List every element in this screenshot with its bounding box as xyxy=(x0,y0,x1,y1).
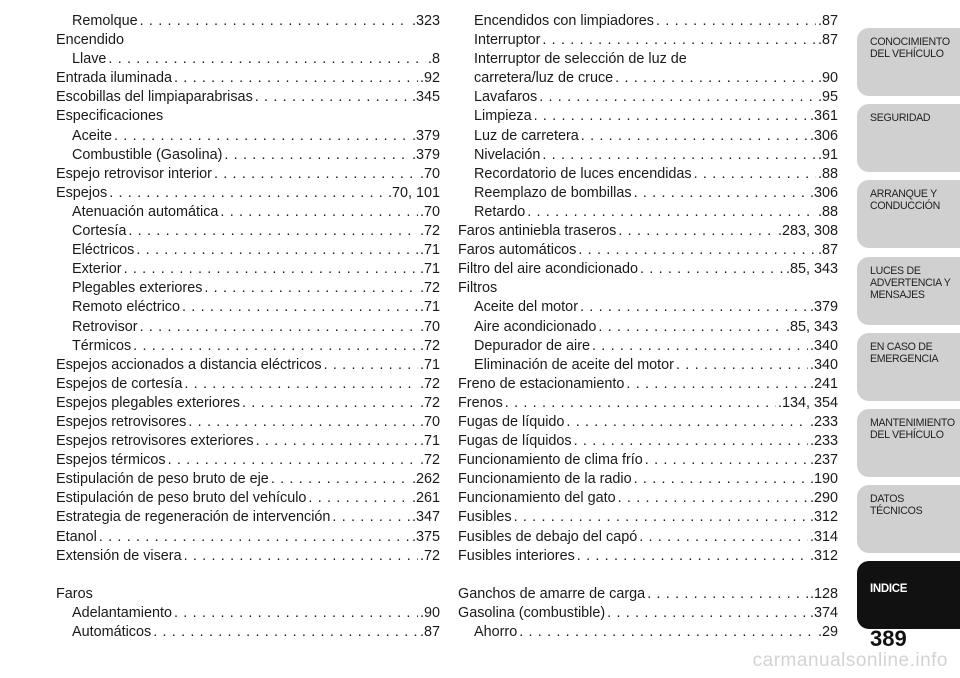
index-entry[interactable] xyxy=(458,184,838,203)
index-term: Funcionamiento de la radio xyxy=(458,471,632,488)
tab-section[interactable]: ARRANQUE Y CONDUCCIÓN xyxy=(857,180,960,248)
index-entry[interactable] xyxy=(458,604,838,623)
index-page-ref: .85, 343 xyxy=(785,318,838,335)
index-page-ref: .290 xyxy=(809,490,838,507)
dot-leader xyxy=(168,451,418,470)
index-entry[interactable] xyxy=(458,260,838,279)
dot-leader xyxy=(256,432,418,451)
dot-leader xyxy=(214,165,418,184)
index-entry[interactable] xyxy=(56,69,440,88)
index-entry[interactable] xyxy=(56,604,440,623)
index-entry[interactable] xyxy=(56,184,440,203)
dot-leader xyxy=(578,241,816,260)
index-entry[interactable] xyxy=(56,165,440,184)
index-entry[interactable] xyxy=(56,127,440,146)
index-entry[interactable] xyxy=(458,279,838,298)
dot-leader xyxy=(519,623,816,642)
dot-leader xyxy=(639,528,808,547)
index-entry[interactable] xyxy=(56,470,440,489)
dot-leader xyxy=(255,88,410,107)
dot-leader xyxy=(676,356,808,375)
index-entry[interactable] xyxy=(458,298,838,317)
dot-leader xyxy=(656,12,816,31)
index-term: Faros xyxy=(56,585,93,602)
index-page-ref: .92 xyxy=(419,70,440,87)
index-entry[interactable] xyxy=(56,146,440,165)
index-term: Interruptor de selección de luz de xyxy=(474,51,687,68)
index-term: Encendido xyxy=(56,32,125,49)
index-page-ref: .71 xyxy=(419,299,440,316)
index-term: Espejos plegables exteriores xyxy=(56,394,240,411)
watermark: carmanualsonline.info xyxy=(752,650,948,671)
index-term: Espejos retrovisores xyxy=(56,413,187,430)
index-entry[interactable] xyxy=(56,451,440,470)
index-entry[interactable] xyxy=(56,279,440,298)
index-entry[interactable] xyxy=(458,165,838,184)
index-page-ref: .379 xyxy=(411,127,440,144)
dot-leader xyxy=(581,127,808,146)
dot-leader xyxy=(271,470,410,489)
index-entry[interactable] xyxy=(56,337,440,356)
index-entry[interactable] xyxy=(458,337,838,356)
index-term: carretera/luz de cruce xyxy=(474,70,614,87)
dot-leader xyxy=(114,127,410,146)
index-page-ref: .237 xyxy=(809,452,838,469)
tab-section[interactable]: EN CASO DE EMERGENCIA xyxy=(857,333,960,401)
index-entry[interactable] xyxy=(56,50,440,69)
index-page-ref: .379 xyxy=(809,299,838,316)
index-term: Limpieza xyxy=(474,108,532,125)
index-term: Recordatorio de luces encendidas xyxy=(474,165,692,182)
index-page-ref: .71 xyxy=(419,356,440,373)
index-entry[interactable] xyxy=(458,528,838,547)
dot-leader xyxy=(108,50,426,69)
index-page-ref: .345 xyxy=(411,89,440,106)
index-term: Etanol xyxy=(56,528,97,545)
dot-leader xyxy=(577,547,808,566)
dot-leader xyxy=(99,528,410,547)
index-entry[interactable] xyxy=(56,107,440,126)
index-page-ref: .87 xyxy=(419,624,440,640)
index-page-ref: .347 xyxy=(411,509,440,526)
index-entry[interactable] xyxy=(458,318,838,337)
section-tabs xyxy=(857,28,960,628)
index-term: Térmicos xyxy=(72,337,132,354)
index-page-ref: .72 xyxy=(419,375,440,392)
index-term: Lavafaros xyxy=(474,89,538,106)
index-page-ref: .87 xyxy=(817,13,838,29)
index-page-ref: .71 xyxy=(419,261,440,278)
index-page-ref: .306 xyxy=(809,184,838,201)
index-entry[interactable] xyxy=(458,107,838,126)
index-entry[interactable] xyxy=(56,222,440,241)
index-entry[interactable] xyxy=(458,356,838,375)
index-term: Ganchos de amarre de carga xyxy=(458,585,646,602)
dot-leader xyxy=(592,337,808,356)
dot-leader xyxy=(694,165,816,184)
dot-leader xyxy=(184,547,418,566)
index-entry[interactable] xyxy=(56,623,440,642)
index-term: Aceite xyxy=(72,127,112,144)
index-term: Depurador de aire xyxy=(474,337,590,354)
index-term: Entrada iluminada xyxy=(56,70,172,87)
index-page-ref: .71 xyxy=(419,433,440,450)
dot-leader xyxy=(626,375,808,394)
spacer xyxy=(56,566,440,585)
index-entry[interactable] xyxy=(56,413,440,432)
index-page-ref: .70 xyxy=(419,413,440,430)
index-entry[interactable] xyxy=(56,432,440,451)
dot-leader xyxy=(133,337,418,356)
index-page-ref: .261 xyxy=(411,490,440,507)
dot-leader xyxy=(539,88,816,107)
index-term: Exterior xyxy=(72,261,122,278)
index-page-ref: .72 xyxy=(419,452,440,469)
index-entry[interactable] xyxy=(458,394,838,413)
index-page-ref: .262 xyxy=(411,471,440,488)
index-term: Eléctricos xyxy=(72,242,135,259)
index-page-ref: .312 xyxy=(809,509,838,526)
dot-leader xyxy=(618,489,808,508)
index-page-ref: .233 xyxy=(809,433,838,450)
dot-leader xyxy=(615,69,816,88)
index-page-ref: .91 xyxy=(817,146,838,163)
index-entry[interactable] xyxy=(56,203,440,222)
index-term: Fugas de líquidos xyxy=(458,433,572,450)
index-entry[interactable] xyxy=(458,241,838,260)
index-entry[interactable] xyxy=(458,69,838,88)
dot-leader xyxy=(505,394,776,413)
dot-leader xyxy=(128,222,418,241)
index-entry[interactable] xyxy=(56,318,440,337)
index-entry[interactable] xyxy=(458,375,838,394)
index-term: Fusibles xyxy=(458,509,512,526)
index-page-ref: .312 xyxy=(809,547,838,564)
index-entry[interactable] xyxy=(458,222,838,241)
index-term: Escobillas del limpiaparabrisas xyxy=(56,89,253,106)
index-term: Espejos térmicos xyxy=(56,452,166,469)
dot-leader xyxy=(140,318,418,337)
tab-section[interactable]: LUCES DE ADVERTENCIA Y MENSAJES xyxy=(857,257,960,325)
index-page-ref: .190 xyxy=(809,471,838,488)
dot-leader xyxy=(242,394,418,413)
dot-leader xyxy=(182,298,418,317)
index-term: Fugas de líquido xyxy=(458,413,565,430)
index-term: Retardo xyxy=(474,203,526,220)
index-page-ref: .374 xyxy=(809,604,838,621)
index-page-ref: .87 xyxy=(817,32,838,49)
index-term: Especificaciones xyxy=(56,108,164,125)
index-term: Retrovisor xyxy=(72,318,138,335)
index-column-left xyxy=(56,12,440,642)
index-term: Funcionamiento de clima frío xyxy=(458,452,643,469)
index-term: Llave xyxy=(72,51,107,68)
index-entry[interactable] xyxy=(458,413,838,432)
index-entry[interactable] xyxy=(458,470,838,489)
index-page-ref: .128 xyxy=(809,585,838,602)
index-term: Plegables exteriores xyxy=(72,280,203,297)
index-page-ref: .233 xyxy=(809,413,838,430)
index-page-ref: .70 xyxy=(419,165,440,182)
index-page-ref: .241 xyxy=(809,375,838,392)
index-term: Espejos de cortesía xyxy=(56,375,183,392)
index-term: Aceite del motor xyxy=(474,299,578,316)
page-number: 389 xyxy=(870,626,907,651)
index-page-ref: .72 xyxy=(419,280,440,297)
dot-leader xyxy=(174,604,418,623)
spacer xyxy=(458,566,838,585)
dot-leader xyxy=(542,146,816,165)
index-page-ref: .29 xyxy=(817,624,838,640)
index-page-ref: .375 xyxy=(411,528,440,545)
index-term: Remolque xyxy=(72,13,138,29)
index-term: Reemplazo de bombillas xyxy=(474,184,632,201)
dot-leader xyxy=(140,12,410,31)
dot-leader xyxy=(527,203,816,222)
index-page-ref: .340 xyxy=(809,337,838,354)
dot-leader xyxy=(324,356,418,375)
dot-leader xyxy=(634,470,808,489)
dot-leader xyxy=(204,279,418,298)
index-entry[interactable] xyxy=(56,31,440,50)
dot-leader xyxy=(332,508,410,527)
index-entry[interactable] xyxy=(458,585,838,604)
dot-leader xyxy=(174,69,418,88)
index-entry[interactable] xyxy=(458,203,838,222)
index-term: Encendidos con limpiadores xyxy=(474,13,654,29)
index-entry[interactable] xyxy=(56,375,440,394)
dot-leader xyxy=(534,107,808,126)
index-term: Remoto eléctrico xyxy=(72,299,180,316)
index-page-ref: .95 xyxy=(817,89,838,106)
index-page-ref: .361 xyxy=(809,108,838,125)
index-entry[interactable] xyxy=(458,451,838,470)
dot-leader xyxy=(598,318,784,337)
index-term: Nivelación xyxy=(474,146,541,163)
tab-section[interactable]: DATOS TÉCNICOS xyxy=(857,485,960,553)
index-entry[interactable] xyxy=(458,508,838,527)
dot-leader xyxy=(542,31,816,50)
index-term: Extensión de visera xyxy=(56,547,182,564)
dot-leader xyxy=(618,222,776,241)
index-term: Filtros xyxy=(458,280,498,297)
index-page-ref: .314 xyxy=(809,528,838,545)
index-entry[interactable] xyxy=(56,585,440,604)
index-term: Atenuación automática xyxy=(72,203,219,220)
index-entry[interactable] xyxy=(458,12,838,31)
tab-section[interactable]: INDICE xyxy=(857,561,960,629)
index-term: Espejos xyxy=(56,184,108,201)
dot-leader xyxy=(580,298,808,317)
dot-leader xyxy=(607,604,808,623)
index-term: Espejo retrovisor interior xyxy=(56,165,212,182)
dot-leader xyxy=(136,241,418,260)
index-term: Automáticos xyxy=(72,624,152,640)
index-term: Gasolina (combustible) xyxy=(458,604,606,621)
index-page-ref: .8 xyxy=(427,51,440,68)
index-page-ref: .85, 343 xyxy=(785,261,838,278)
index-term: Adelantamiento xyxy=(72,604,173,621)
index-page-ref: .70 xyxy=(419,318,440,335)
index-entry[interactable] xyxy=(458,432,838,451)
index-entry[interactable] xyxy=(56,528,440,547)
dot-leader xyxy=(634,184,808,203)
index-page-ref: .72 xyxy=(419,223,440,240)
index-entry[interactable] xyxy=(458,88,838,107)
index-term: Cortesía xyxy=(72,223,127,240)
index-entry[interactable] xyxy=(56,12,440,31)
index-term: Faros automáticos xyxy=(458,242,577,259)
index-term: Fusibles de debajo del capó xyxy=(458,528,638,545)
index-term: Estrategia de regeneración de intervención xyxy=(56,509,331,526)
dot-leader xyxy=(109,184,386,203)
index-entry[interactable] xyxy=(56,356,440,375)
index-entry[interactable] xyxy=(458,489,838,508)
index-entry[interactable] xyxy=(458,547,838,566)
index-page-ref: .70, 101 xyxy=(387,184,440,201)
index-term: Faros antiniebla traseros xyxy=(458,223,617,240)
tab-section[interactable]: MANTENIMIENTO DEL VEHÍCULO xyxy=(857,409,960,477)
index-entry[interactable] xyxy=(458,623,838,642)
index-term: Fusibles interiores xyxy=(458,547,575,564)
index-term: Frenos xyxy=(458,394,503,411)
index-page-ref: .72 xyxy=(419,394,440,411)
index-term: Luz de carretera xyxy=(474,127,579,144)
index-entry[interactable] xyxy=(56,547,440,566)
index-entry[interactable] xyxy=(56,241,440,260)
index-page-ref: .72 xyxy=(419,547,440,564)
index-column-right xyxy=(458,12,838,642)
index-term: Interruptor xyxy=(474,32,541,49)
index-page-ref: .87 xyxy=(817,242,838,259)
index-entry[interactable] xyxy=(458,127,838,146)
index-page-ref: .134, 354 xyxy=(777,394,838,411)
index-entry[interactable] xyxy=(56,508,440,527)
index-entry[interactable] xyxy=(56,394,440,413)
index-page-ref: .379 xyxy=(411,146,440,163)
dot-leader xyxy=(184,375,418,394)
index-term: Filtro del aire acondicionado xyxy=(458,261,638,278)
index-page-ref: .88 xyxy=(817,165,838,182)
index-entry[interactable] xyxy=(458,146,838,165)
tab-section[interactable]: CONOCIMIENTO DEL VEHÍCULO xyxy=(857,28,960,96)
index-entry[interactable] xyxy=(458,50,838,69)
index-page-ref: .323 xyxy=(411,13,440,29)
dot-leader xyxy=(224,146,410,165)
index-page-ref: .71 xyxy=(419,242,440,259)
index-term: Combustible (Gasolina) xyxy=(72,146,223,163)
index-entry[interactable] xyxy=(56,260,440,279)
dot-leader xyxy=(514,508,808,527)
dot-leader xyxy=(153,623,418,642)
index-entry[interactable] xyxy=(458,31,838,50)
index-term: Ahorro xyxy=(474,624,518,640)
tab-section[interactable]: SEGURIDAD xyxy=(857,104,960,172)
index-term: Espejos accionados a distancia eléctricos xyxy=(56,356,322,373)
dot-leader xyxy=(645,451,808,470)
dot-leader xyxy=(566,413,808,432)
index-term: Eliminación de aceite del motor xyxy=(474,356,674,373)
index-entry[interactable] xyxy=(56,298,440,317)
index-term: Aire acondicionado xyxy=(474,318,597,335)
index-entry[interactable] xyxy=(56,489,440,508)
index-term: Estipulación de peso bruto del vehículo xyxy=(56,490,307,507)
index-page-ref: .283, 308 xyxy=(777,223,838,240)
index-page-ref: .88 xyxy=(817,203,838,220)
index-page-ref: .340 xyxy=(809,356,838,373)
index-entry[interactable] xyxy=(56,88,440,107)
dot-leader xyxy=(574,432,808,451)
dot-leader xyxy=(308,489,410,508)
index-term: Funcionamiento del gato xyxy=(458,490,616,507)
index-term: Freno de estacionamiento xyxy=(458,375,625,392)
dot-leader xyxy=(220,203,418,222)
index-page-ref: .90 xyxy=(419,604,440,621)
dot-leader xyxy=(640,260,784,279)
index-term: Estipulación de peso bruto de eje xyxy=(56,471,269,488)
index-page-ref: .306 xyxy=(809,127,838,144)
index-page-ref: .70 xyxy=(419,203,440,220)
index-term: Espejos retrovisores exteriores xyxy=(56,433,254,450)
dot-leader xyxy=(124,260,418,279)
index-page-ref: .90 xyxy=(817,70,838,87)
dot-leader xyxy=(188,413,418,432)
dot-leader xyxy=(647,585,808,604)
index-page-ref: .72 xyxy=(419,337,440,354)
